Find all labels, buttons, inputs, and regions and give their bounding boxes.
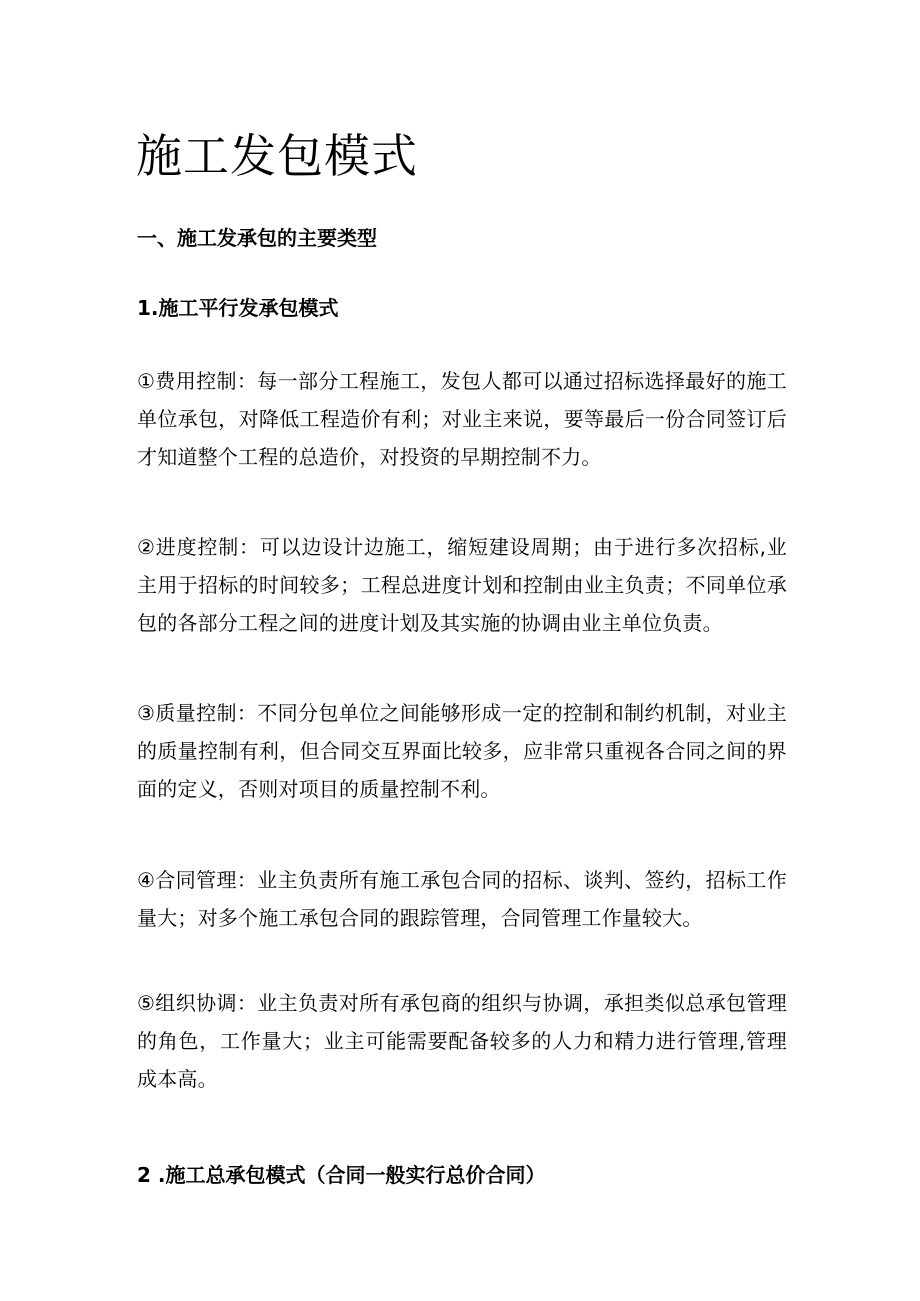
paragraph-organization-coordination: ⑤组织协调：业主负责对所有承包商的组织与协调，承担类似总承包管理的角色，工作量大；业主可能需要配备较多的人力和精力进行管理,管理成本高。 — [137, 991, 787, 1091]
section-heading: 一、施工发承包的主要类型 — [137, 226, 377, 250]
document-title: 施工发包模式 — [136, 129, 418, 183]
paragraph-cost-control: ①费用控制：每一部分工程施工，发包人都可以通过招标选择最好的施工单位承包，对降低工程造价有利；对业主来说，要等最后一份合同签订后才知道整个工程的总造价，对投资的早期控制不力。 — [137, 369, 787, 469]
subheading-general-contracting: 2 .施工总承包模式（合同一般实行总价合同） — [137, 1163, 546, 1187]
subheading-parallel-contracting: 1.施工平行发承包模式 — [137, 296, 339, 320]
paragraph-contract-management: ④合同管理：业主负责所有施工承包合同的招标、谈判、签约，招标工作量大；对多个施工承包合同的跟踪管理，合同管理工作量较大。 — [137, 868, 787, 930]
paragraph-schedule-control: ②进度控制：可以边设计边施工，缩短建设周期；由于进行多次招标,业主用于招标的时间较多；工程总进度计划和控制由业主负责；不同单位承包的各部分工程之间的进度计划及其实施的协调由业主单位负责。 — [137, 535, 787, 635]
paragraph-quality-control: ③质量控制：不同分包单位之间能够形成一定的控制和制约机制，对业主的质量控制有利，但合同交互界面比较多，应非常只重视各合同之间的界面的定义，否则对项目的质量控制不利。 — [137, 701, 787, 801]
